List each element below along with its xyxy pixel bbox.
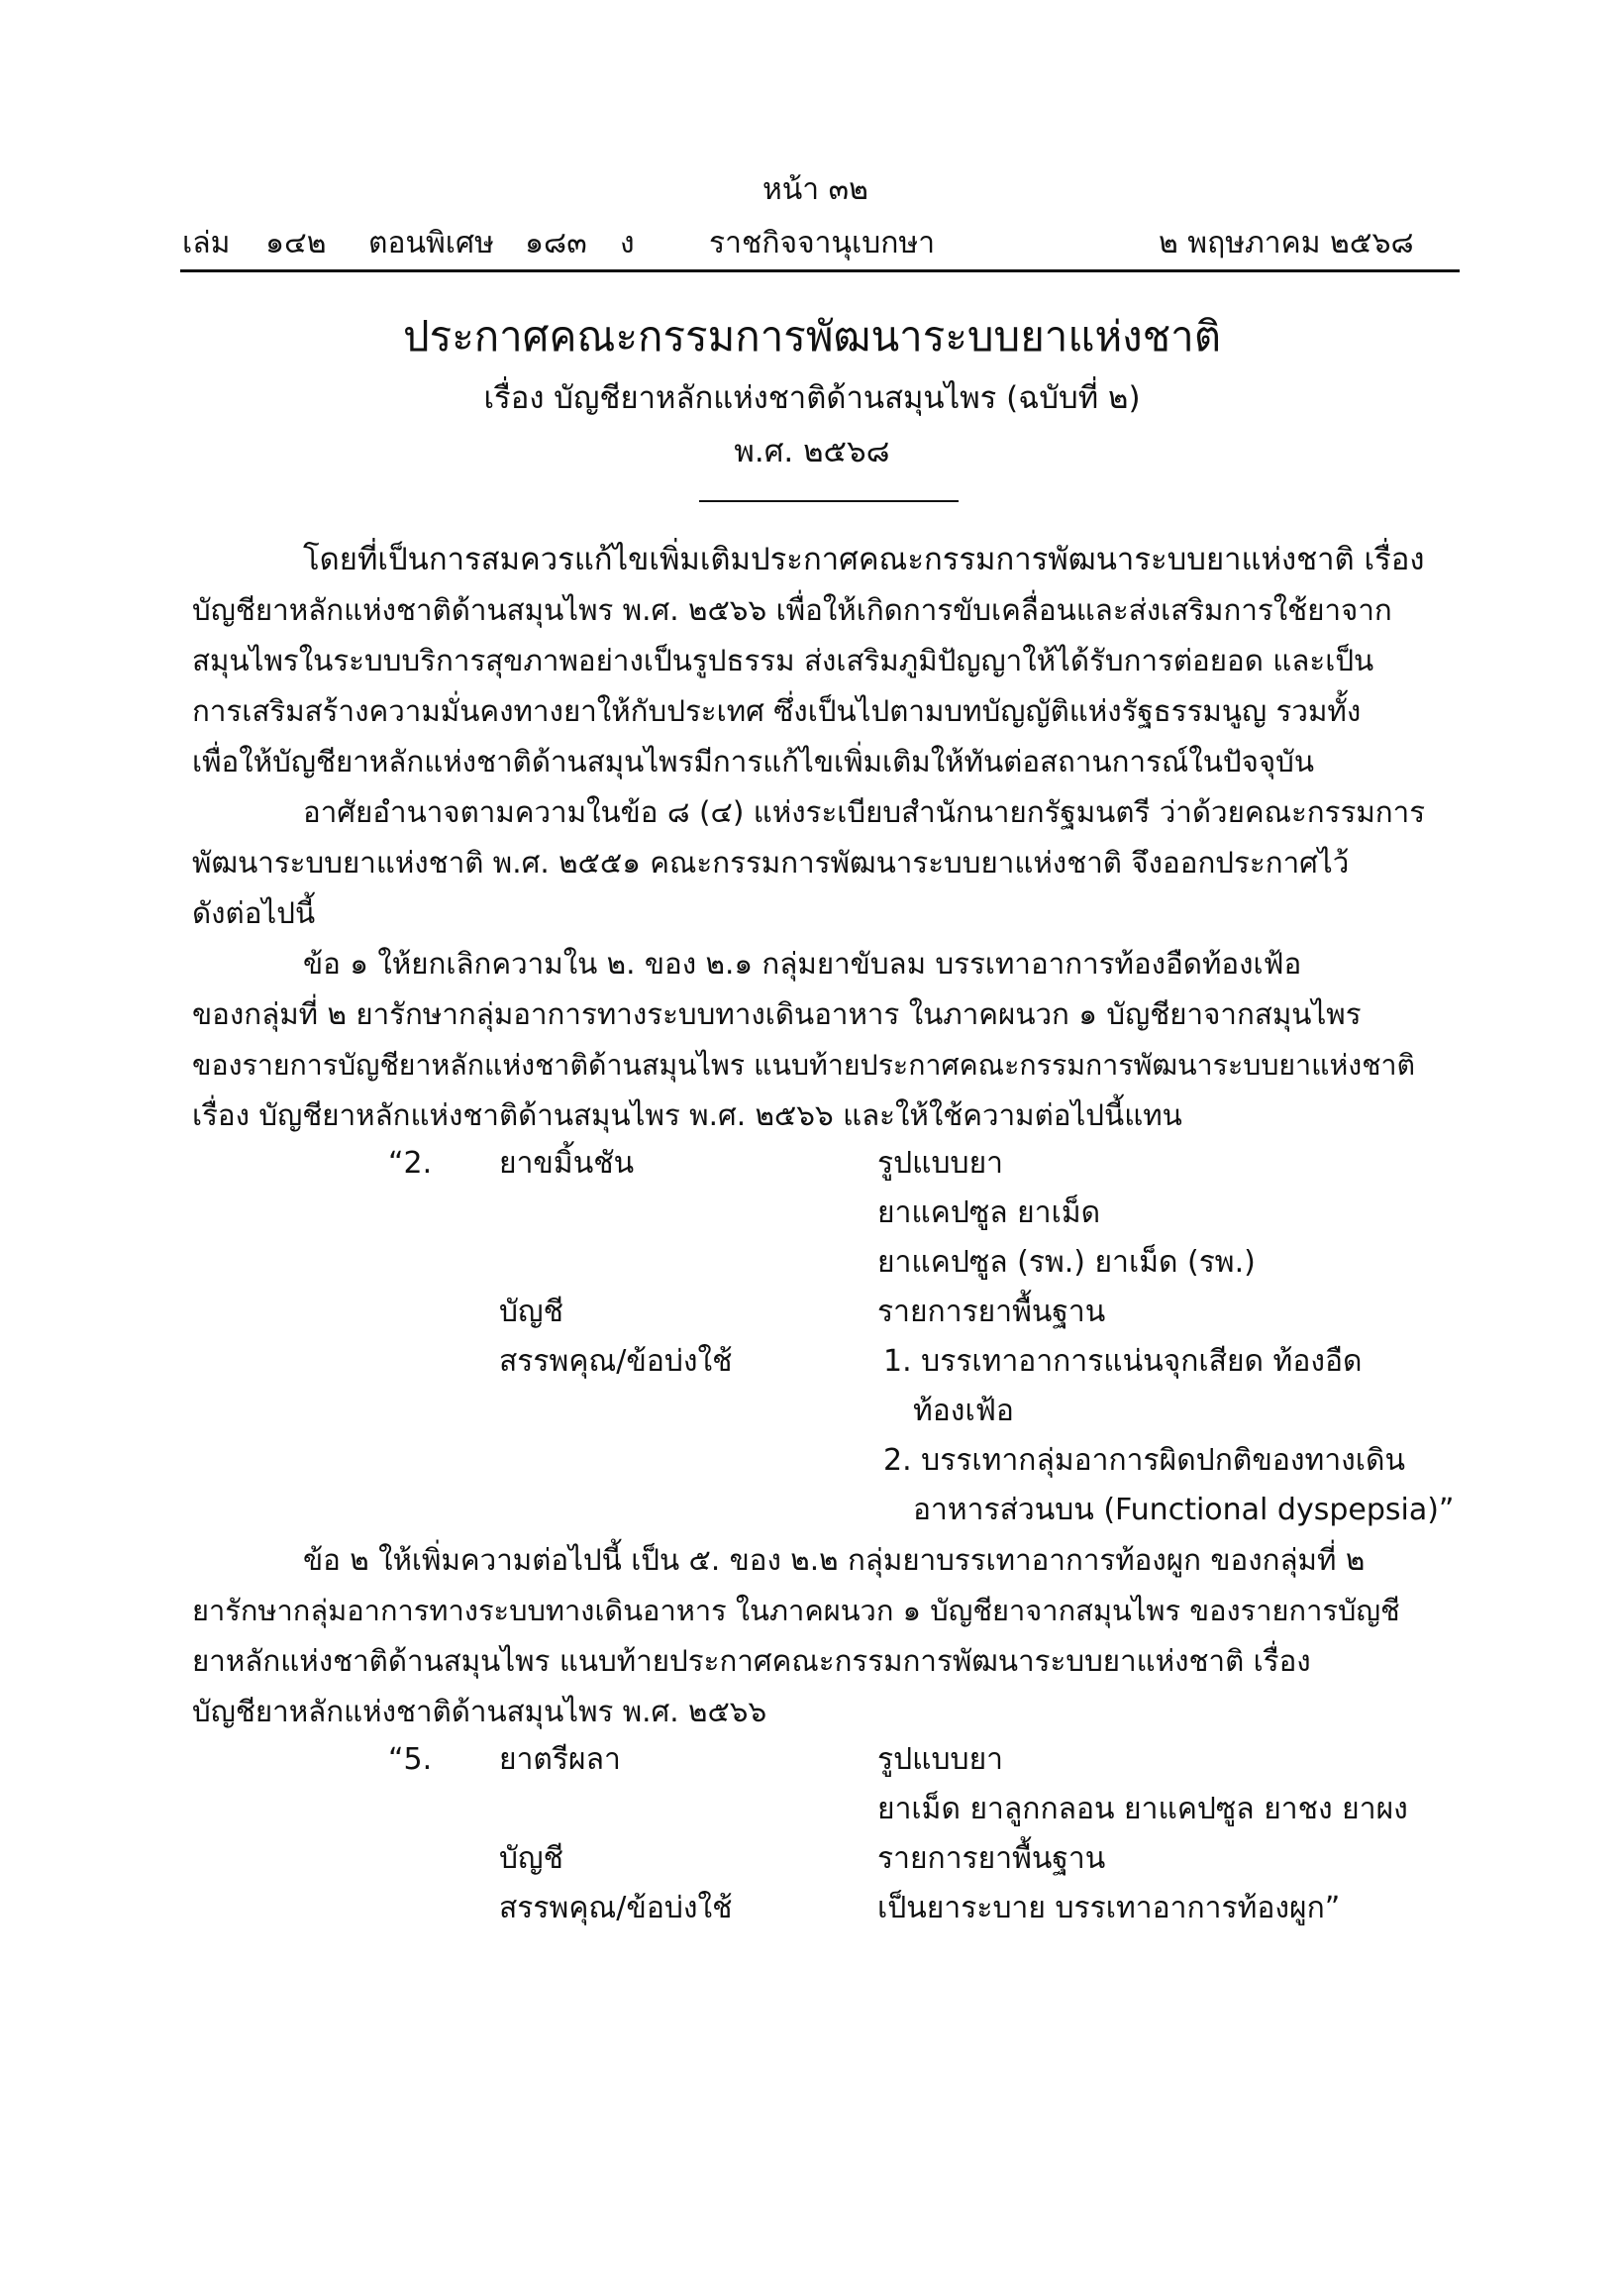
- entry-1-number: “2.: [388, 1146, 433, 1181]
- entry-2-indication-label: สรรพคุณ/ข้อบ่งใช้: [499, 1891, 733, 1925]
- entry-2-drug-name: ยาตรีผลา: [499, 1742, 621, 1777]
- gazette-section-letter: ง: [620, 226, 635, 260]
- header-rule: [180, 269, 1460, 272]
- entry-1-form-2: ยาแคปซูล (รพ.) ยาเม็ด (รพ.): [877, 1245, 1256, 1280]
- paragraph-4-line-4: บัญชียาหลักแห่งชาติด้านสมุนไพร พ.ศ. ๒๕๖๖: [192, 1695, 767, 1728]
- gazette-name: ราชกิจจานุเบกษา: [709, 226, 936, 260]
- gazette-volume-number: ๑๔๒: [265, 226, 327, 260]
- gazette-section-label: ตอนพิเศษ: [368, 226, 494, 260]
- entry-2-indication: เป็นยาระบาย บรรเทาอาการท้องผูก”: [877, 1891, 1341, 1925]
- entry-2-form-1: ยาเม็ด ยาลูกกลอน ยาแคปซูล ยาชง ยาผง: [877, 1792, 1408, 1826]
- entry-1-form-label: รูปแบบยา: [877, 1146, 1004, 1181]
- paragraph-3-line-4: เรื่อง บัญชียาหลักแห่งชาติด้านสมุนไพร พ.ศ. ๒๕๖๖ และให้ใช้ความต่อไปนี้แทน: [192, 1098, 1182, 1132]
- paragraph-1-line-4: การเสริมสร้างความมั่นคงทางยาให้กับประเทศ ซึ่งเป็นไปตามบทบัญญัติแห่งรัฐธรรมนูญ รวมทั้ง: [192, 694, 1362, 728]
- entry-2-list-value: รายการยาพื้นฐาน: [877, 1841, 1106, 1876]
- entry-1-drug-name: ยาขมิ้นชัน: [499, 1146, 635, 1181]
- paragraph-2-line-3: ดังต่อไปนี้: [192, 896, 316, 930]
- entry-1-form-1: ยาแคปซูล ยาเม็ด: [877, 1195, 1101, 1230]
- entry-2-number: “5.: [388, 1742, 433, 1777]
- announcement-title: ประกาศคณะกรรมการพัฒนาระบบยาแห่งชาติ: [402, 312, 1222, 361]
- paragraph-3-line-3: ของรายการบัญชียาหลักแห่งชาติด้านสมุนไพร แนบท้ายประกาศคณะกรรมการพัฒนาระบบยาแห่งชาติ: [192, 1049, 1416, 1082]
- paragraph-4-line-1: ข้อ ๒ ให้เพิ่มความต่อไปนี้ เป็น ๕. ของ ๒.๒ กลุ่มยาบรรเทาอาการท้องผูก ของกลุ่มที่ ๒: [303, 1543, 1366, 1577]
- entry-1-indication-2-cont: อาหารส่วนบน (Functional dyspepsia)”: [913, 1493, 1455, 1527]
- paragraph-3-line-2: ของกลุ่มที่ ๒ ยารักษากลุ่มอาการทางระบบทางเดินอาหาร ในภาคผนวก ๑ บัญชียาจากสมุนไพร: [192, 997, 1362, 1031]
- title-divider: [699, 500, 959, 502]
- entry-1-indication-1: 1. บรรเทาอาการแน่นจุกเสียด ท้องอืด: [883, 1344, 1363, 1379]
- entry-1-indication-2: 2. บรรเทากลุ่มอาการผิดปกติของทางเดิน: [883, 1443, 1406, 1478]
- paragraph-1-line-2: บัญชียาหลักแห่งชาติด้านสมุนไพร พ.ศ. ๒๕๖๖ เพื่อให้เกิดการขับเคลื่อนและส่งเสริมการใช้ยาจาก: [192, 593, 1392, 627]
- entry-1-list-label: บัญชี: [499, 1295, 563, 1329]
- entry-1-indication-label: สรรพคุณ/ข้อบ่งใช้: [499, 1344, 733, 1379]
- paragraph-3-line-1: ข้อ ๑ ให้ยกเลิกความใน ๒. ของ ๒.๑ กลุ่มยาขับลม บรรเทาอาการท้องอืดท้องเฟ้อ: [303, 947, 1302, 981]
- announcement-year: พ.ศ. ๒๕๖๘: [734, 434, 890, 469]
- gazette-section-number: ๑๘๓: [525, 226, 587, 260]
- announcement-subject: เรื่อง บัญชียาหลักแห่งชาติด้านสมุนไพร (ฉบับที่ ๒): [483, 380, 1141, 416]
- gazette-volume-label: เล่ม: [182, 226, 231, 260]
- paragraph-2-line-2: พัฒนาระบบยาแห่งชาติ พ.ศ. ๒๕๕๑ คณะกรรมการพัฒนาระบบยาแห่งชาติ จึงออกประกาศไว้: [192, 846, 1350, 880]
- paragraph-1-line-1: โดยที่เป็นการสมควรแก้ไขเพิ่มเติมประกาศคณะกรรมการพัฒนาระบบยาแห่งชาติ เรื่อง: [303, 542, 1425, 577]
- paragraph-1-line-5: เพื่อให้บัญชียาหลักแห่งชาติด้านสมุนไพรมีการแก้ไขเพิ่มเติมให้ทันต่อสถานการณ์ในปัจจุบัน: [192, 745, 1315, 778]
- page-number: หน้า ๓๒: [762, 172, 868, 207]
- paragraph-4-line-2: ยารักษากลุ่มอาการทางระบบทางเดินอาหาร ในภาคผนวก ๑ บัญชียาจากสมุนไพร ของรายการบัญชี: [192, 1594, 1400, 1627]
- entry-2-list-label: บัญชี: [499, 1841, 563, 1876]
- gazette-date: ๒ พฤษภาคม ๒๕๖๘: [1159, 226, 1414, 260]
- paragraph-2-line-1: อาศัยอำนาจตามความในข้อ ๘ (๔) แห่งระเบียบสำนักนายกรัฐมนตรี ว่าด้วยคณะกรรมการ: [303, 795, 1426, 829]
- paragraph-4-line-3: ยาหลักแห่งชาติด้านสมุนไพร แนบท้ายประกาศคณะกรรมการพัฒนาระบบยาแห่งชาติ เรื่อง: [192, 1644, 1311, 1678]
- entry-1-indication-1-cont: ท้องเฟ้อ: [913, 1394, 1014, 1428]
- entry-1-list-value: รายการยาพื้นฐาน: [877, 1295, 1106, 1329]
- paragraph-1-line-3: สมุนไพรในระบบบริการสุขภาพอย่างเป็นรูปธรรม ส่งเสริมภูมิปัญญาให้ได้รับการต่อยอด และเป็น: [192, 644, 1374, 677]
- entry-2-form-label: รูปแบบยา: [877, 1742, 1004, 1777]
